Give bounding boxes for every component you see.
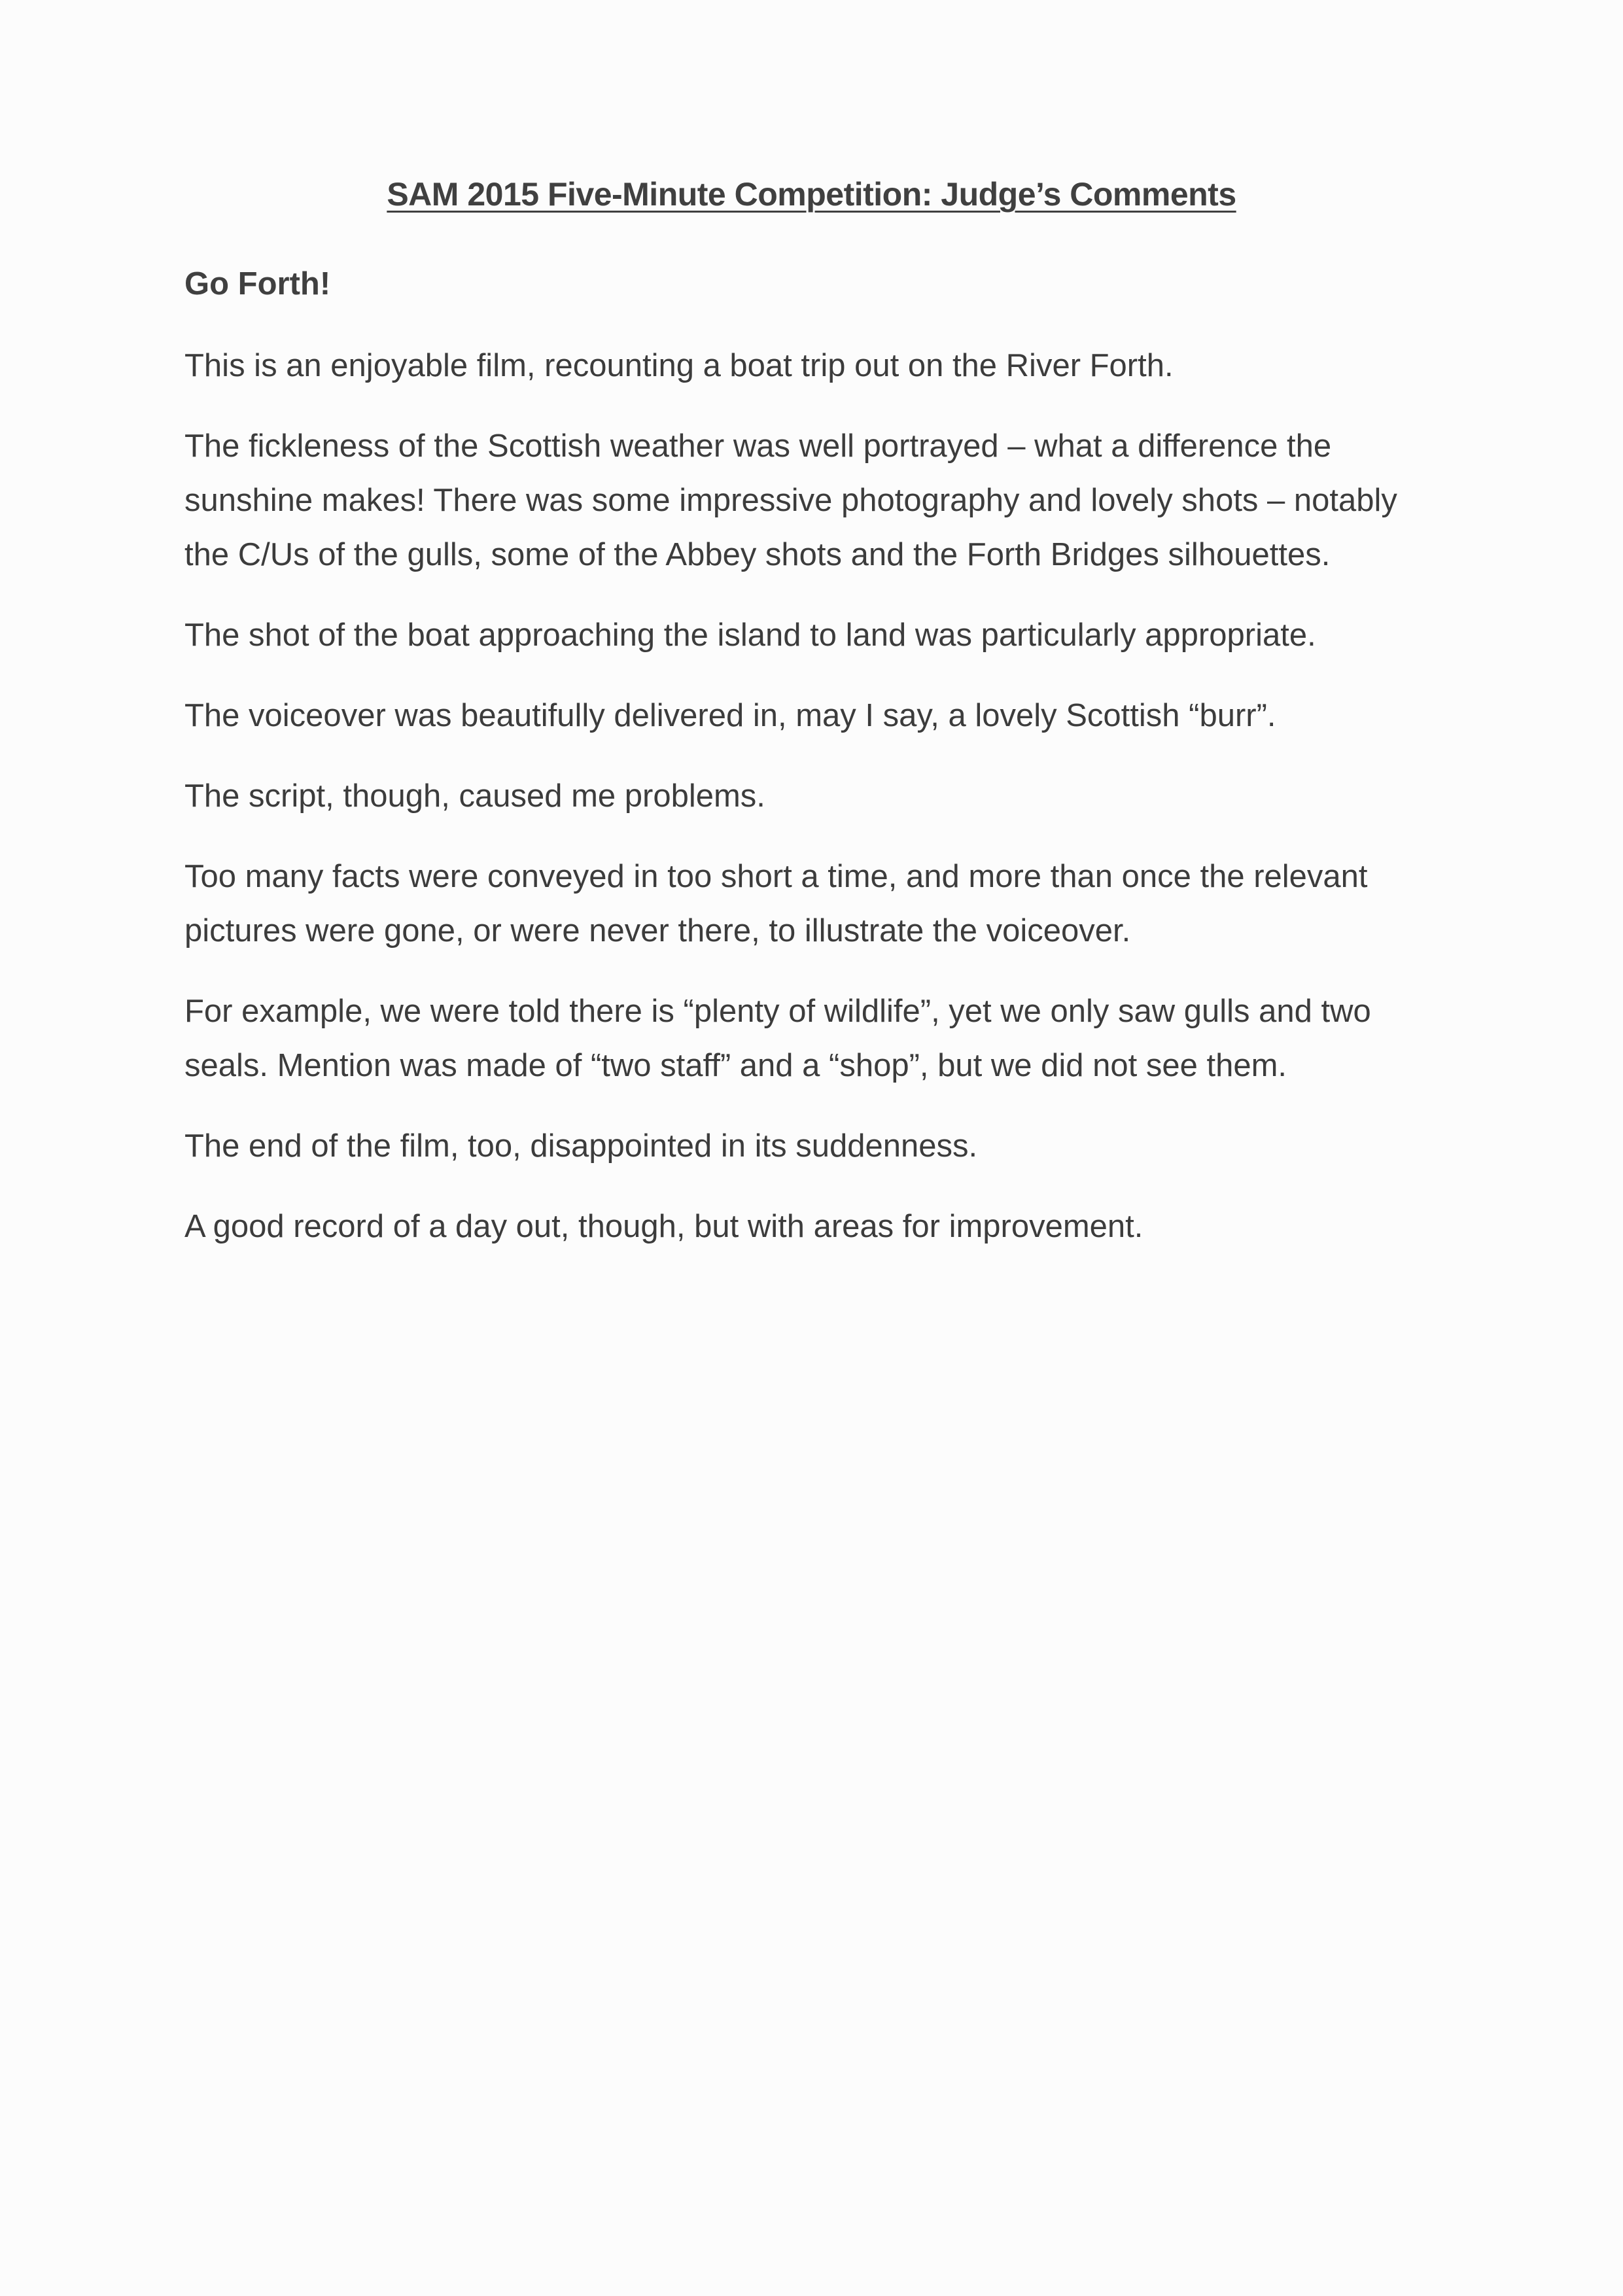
paragraph-example: For example, we were told there is “plenty of wildlife”, yet we only saw gulls and two seals. Mention was made of “two staff” and a “shop”, but we did not see them. — [184, 994, 1371, 1083]
film-title: Go Forth! — [184, 266, 331, 302]
paragraph-script: The script, though, caused me problems. — [184, 778, 765, 814]
paragraph-ending: The end of the film, too, disappointed in its suddenness. — [184, 1128, 978, 1164]
paragraph-intro: This is an enjoyable film, recounting a boat trip out on the River Forth. — [184, 348, 1174, 383]
paragraph-facts: Too many facts were conveyed in too short a time, and more than once the relevant pictures were gone, or were never there, to illustrate the voiceover. — [184, 859, 1368, 948]
paragraph-boat-shot: The shot of the boat approaching the island to land was particularly appropriate. — [184, 617, 1316, 653]
paragraph-weather: The fickleness of the Scottish weather was well portrayed – what a difference the sunshine makes! There was some impressive photography and lovely shots – notably the C/Us of the gulls, some of the Abbey shots and the Forth Bridges silhouettes. — [184, 428, 1397, 572]
paragraph-voiceover: The voiceover was beautifully delivered in, may I say, a lovely Scottish “burr”. — [184, 698, 1276, 733]
document-title: SAM 2015 Five-Minute Competition: Judge’s Comments — [387, 176, 1236, 213]
document-body — [184, 257, 1440, 1280]
paragraph-conclusion: A good record of a day out, though, but with areas for improvement. — [184, 1209, 1143, 1244]
